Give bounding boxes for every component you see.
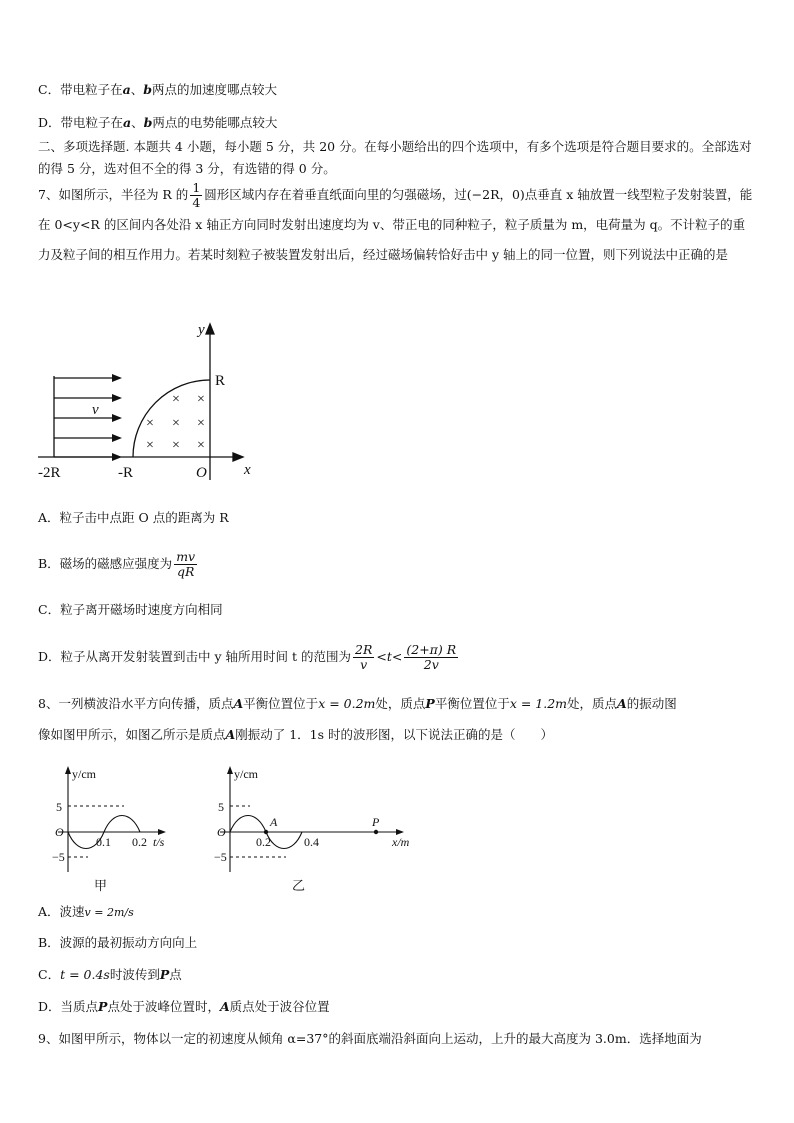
- q7-option-a: A．粒子击中点距 O 点的距离为 R: [38, 510, 229, 525]
- q8-stem-line-1: 8、一列横波沿水平方向传播，质点A平衡位置位于x = 0.2m处，质点P平衡位置位于x = 1.2m处，质点A的振动图: [38, 696, 677, 711]
- fig1-tick-0-1: 0.1: [96, 835, 111, 849]
- q8-option-b: B．波源的最初振动方向向上: [38, 935, 198, 950]
- q7-magnetic-field-figure: [38, 320, 268, 485]
- q8-option-c: C．t = 0.4s时波传到P点: [38, 967, 182, 982]
- q7-option-b: B．磁场的磁感应强度为 $\frac{mv}{qR}$: [38, 549, 196, 579]
- r-label: R: [215, 373, 226, 389]
- fig2-tick-0-2: 0.2: [256, 835, 271, 849]
- q7-option-c: C．粒子离开磁场时速度方向相同: [38, 602, 223, 617]
- fig1-tick-0-2: 0.2: [132, 835, 147, 849]
- q8-vibration-graph: [50, 762, 180, 894]
- q8-option-d: D．当质点P点处于波峰位置时，A质点处于波谷位置: [38, 999, 330, 1014]
- fig1-caption: 甲: [94, 878, 108, 893]
- v-label: v: [92, 402, 99, 418]
- q8-option-a: A．波速v = 2m/s: [38, 904, 134, 919]
- field-cross-mark: ×: [197, 438, 205, 453]
- fig1-tick-neg5: −5: [52, 850, 65, 864]
- q7-option-d: D．粒子从离开发射装置到击中 y 轴所用时间 t 的范围为 $\frac{2R}{v}$ <t< $\frac{(2+\pi) R}{2v}$: [38, 642, 457, 672]
- q8-waveform-graph: [212, 762, 422, 894]
- section-2-header: 二、多项选择题. 本题共 4 小题，每小题 5 分，共 20 分。在每小题给出的四个选项中，有多个选项是符合题目要求的。全部选对的得 5 分，选对但不全的得 3 分，有选错的得 0 分。: [38, 139, 752, 176]
- fig2-tick-0-4: 0.4: [304, 835, 319, 849]
- y-axis-label: y: [198, 322, 205, 338]
- field-cross-mark: ×: [197, 392, 205, 407]
- fig1-y-label: y/cm: [72, 767, 96, 781]
- neg-r-label: -R: [118, 465, 133, 481]
- fig1-origin: O: [55, 825, 64, 839]
- fig2-x-label: x/m: [392, 835, 410, 849]
- fig2-y-label: y/cm: [234, 767, 258, 781]
- fig2-point-a: A: [270, 815, 278, 829]
- fig2-tick-5: 5: [218, 800, 224, 814]
- fig1-t-label: t/s: [153, 835, 165, 849]
- field-cross-mark: ×: [146, 416, 154, 431]
- neg-2r-label: -2R: [38, 465, 61, 481]
- q6-option-c: C．带电粒子在a、b两点的加速度哪点较大: [38, 82, 277, 97]
- field-cross-mark: ×: [197, 416, 205, 431]
- fig2-origin: O: [217, 825, 226, 839]
- q7-stem: 7、如图所示，半径为 R 的 $\frac{1}{4}$ 圆形区域内存在着垂直纸面向里的匀强磁场，过(−2R，0)点垂直 x 轴放置一线型粒子发射装置，能在 0<y<R 的区间内各处沿 x 轴正方向同时发射出速度均为 v、带正电的同种粒子，粒子质量为 m，电荷量为 q。不计粒子的重力及粒子间的相互作用力。若某时刻粒子被装置发射出后，经过磁场偏转恰好击中 y 轴上的同一位置，则下列说法中正确的是: [38, 180, 753, 262]
- fig2-tick-neg5: −5: [214, 850, 227, 864]
- field-cross-mark: ×: [172, 392, 180, 407]
- fig1-tick-5: 5: [56, 800, 62, 814]
- field-cross-mark: ×: [172, 438, 180, 453]
- q8-stem-line-2: 像如图甲所示，如图乙所示是质点A刚振动了 1．1s 时的波形图，以下说法正确的是（ ）: [38, 727, 553, 742]
- fig2-point-p: P: [372, 815, 380, 829]
- q6-option-d: D．带电粒子在a、b两点的电势能哪点较大: [38, 115, 278, 130]
- q9-stem: 9、如图甲所示，物体以一定的初速度从倾角 α=37°的斜面底端沿斜面向上运动，上升的最大高度为 3.0m．选择地面为: [38, 1031, 702, 1046]
- origin-label: O: [196, 465, 207, 481]
- x-axis-label: x: [244, 462, 251, 478]
- fig2-caption: 乙: [292, 878, 306, 893]
- field-cross-mark: ×: [146, 438, 154, 453]
- q7-quarter-fraction: $\frac{1}{4}$: [192, 180, 201, 210]
- field-cross-mark: ×: [172, 416, 180, 431]
